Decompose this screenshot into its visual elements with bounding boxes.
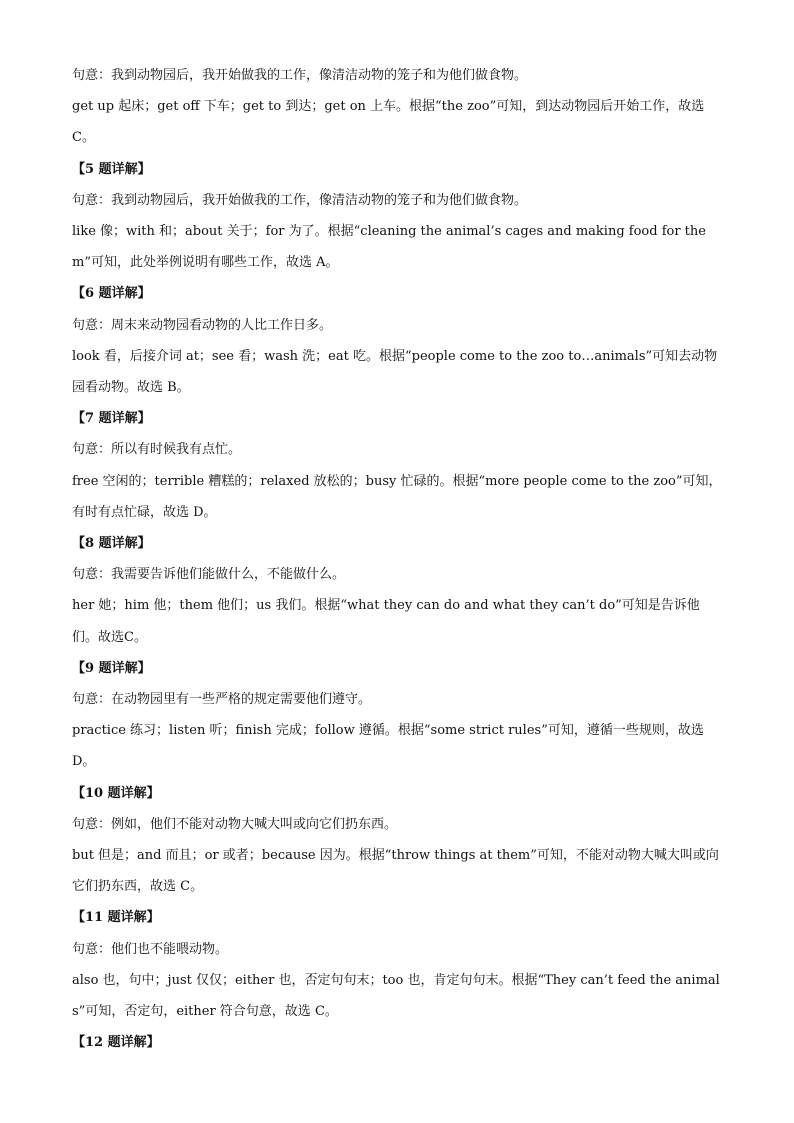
section-header: 【12 题详解】 (72, 1035, 160, 1051)
explanation-line: free 空闲的；terrible 糟糕的；relaxed 放松的；busy 忙碌的。根据“more people come to the zoo”可知，有时有点忙碌，故选 D。 (72, 473, 722, 520)
explanation-line: look 看，后接介词 at；see 看；wash 洗；eat 吃。根据“people come to the zoo to…animals”可知去动物园看动物。故选 B。 (72, 348, 718, 396)
section-header: 【7 题详解】 (72, 411, 151, 427)
meaning-line: 句意：周末来动物园看动物的人比工作日多。 (72, 317, 333, 333)
explanation-line: get up 起床；get off 下车；get to 到达；get on 上车。根据“the zoo”可知，到达动物园后开始工作，故选C。 (72, 99, 705, 146)
section-header: 【8 题详解】 (72, 536, 151, 552)
document-page (72, 60, 724, 1059)
meaning-line: 句意：我需要告诉他们能做什么，不能做什么。 (72, 567, 346, 583)
explanation-line: like 像；with 和；about 关于；for 为了。根据“cleaning the animal’s cages and making food for them”可知，此处举例说明有哪些工作，故选 A。 (72, 224, 706, 271)
meaning-line: 句意：他们也不能喂动物。 (72, 941, 229, 957)
section-header: 【5 题详解】 (72, 161, 151, 177)
meaning-line: 句意：例如，他们不能对动物大喊大叫或向它们扔东西。 (72, 816, 398, 832)
meaning-line: 句意：我到动物园后，我开始做我的工作，像清洁动物的笼子和为他们做食物。 (72, 68, 528, 83)
section-header: 【9 题详解】 (72, 660, 151, 676)
meaning-line: 句意：所以有时候我有点忙。 (72, 442, 242, 458)
meaning-line: 句意：我到动物园后，我开始做我的工作，像清洁动物的笼子和为他们做食物。 (72, 192, 528, 208)
section-header: 【6 题详解】 (72, 286, 151, 302)
explanation-line: also 也，句中；just 仅仅；either 也，否定句句末；too 也，肯定句句末。根据“They can’t feed the animals”可知，否定句，either 符合句意，故选 C。 (72, 972, 720, 1020)
explanation-line: her 她；him 他；them 他们；us 我们。根据“what they can do and what they can’t do”可知是告诉他们。故选C。 (72, 598, 700, 645)
explanation-line: but 但是；and 而且；or 或者；because 因为。根据“throw things at them”可知，不能对动物大喊大叫或向它们扔东西，故选 C。 (72, 848, 719, 895)
meaning-line: 句意：在动物园里有一些严格的规定需要他们遵守。 (72, 692, 372, 708)
explanation-line: practice 练习；listen 听；finish 完成；follow 遵循。根据“some strict rules”可知，遵循一些规则，故选 D。 (72, 723, 704, 770)
section-header: 【10 题详解】 (72, 785, 160, 801)
section-header: 【11 题详解】 (72, 910, 160, 926)
